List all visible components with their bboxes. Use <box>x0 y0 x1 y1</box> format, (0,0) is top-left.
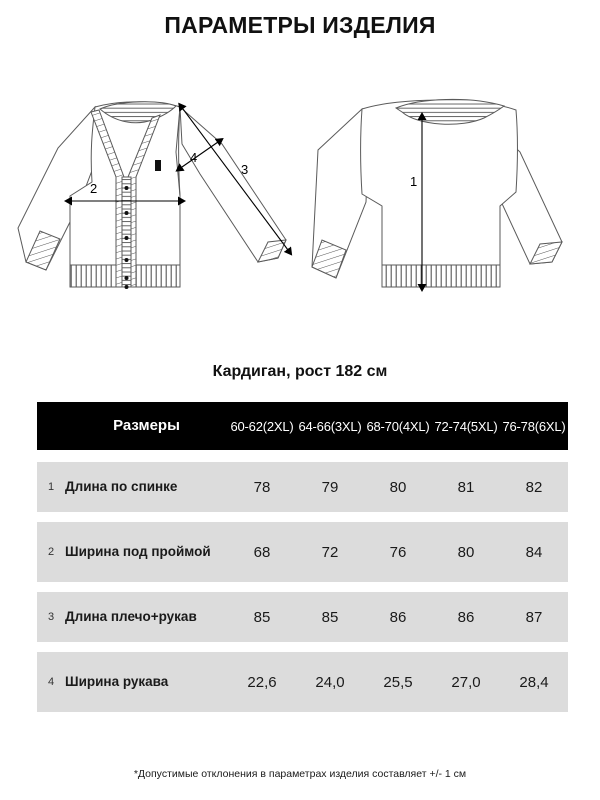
row-index: 1 <box>47 481 55 493</box>
header-size-3: 68-70(4XL) <box>366 418 430 434</box>
measure-label-2: 2 <box>90 181 98 196</box>
table-row <box>37 462 568 512</box>
footnote: *Допустимые отклонения в параметрах изделия составляет +/- 1 см <box>133 768 467 780</box>
row-index: 2 <box>47 546 55 558</box>
header-sizes-label: Размеры <box>113 416 180 434</box>
table-row <box>37 522 568 582</box>
measure-3-arrow <box>183 109 288 250</box>
row-value: 80 <box>457 543 475 561</box>
row-value: 27,0 <box>451 673 481 691</box>
measure-label-1: 1 <box>410 174 418 189</box>
row-value: 78 <box>253 478 271 496</box>
row-label: Ширина под проймой <box>65 543 211 559</box>
table-row <box>37 592 568 642</box>
table-row <box>37 652 568 712</box>
row-value: 85 <box>253 608 271 626</box>
header-size-4: 72-74(5XL) <box>434 418 498 434</box>
page-title: ПАРАМЕТРЫ ИЗДЕЛИЯ <box>164 12 436 38</box>
row-value: 82 <box>525 478 543 496</box>
row-value: 72 <box>321 543 339 561</box>
table-subtitle: Кардиган, рост 182 см <box>212 363 388 380</box>
row-label: Ширина рукава <box>65 673 169 689</box>
row-value: 87 <box>525 608 543 626</box>
table-header-row <box>37 402 568 450</box>
size-table <box>37 402 568 722</box>
header-size-2: 64-66(3XL) <box>298 418 362 434</box>
row-index: 3 <box>47 611 55 623</box>
row-label: Длина по спинке <box>65 478 178 494</box>
row-value: 85 <box>321 608 339 626</box>
header-size-1: 60-62(2XL) <box>230 418 294 434</box>
row-label: Длина плечо+рукав <box>65 608 197 624</box>
row-value: 86 <box>457 608 475 626</box>
row-value: 68 <box>253 543 271 561</box>
measure-label-3: 3 <box>241 162 249 177</box>
front-view-sketch <box>18 102 286 289</box>
header-size-5: 76-78(6XL) <box>502 418 566 434</box>
measure-label-4: 4 <box>190 150 198 165</box>
row-value: 28,4 <box>519 673 549 691</box>
back-view-sketch <box>312 99 562 287</box>
row-value: 24,0 <box>315 673 345 691</box>
row-value: 22,6 <box>247 673 277 691</box>
row-index: 4 <box>47 676 55 688</box>
row-value: 79 <box>321 478 339 496</box>
row-value: 25,5 <box>383 673 413 691</box>
garment-diagram <box>0 82 600 317</box>
row-value: 76 <box>389 543 407 561</box>
row-value: 81 <box>457 478 475 496</box>
row-value: 84 <box>525 543 543 561</box>
row-value: 80 <box>389 478 407 496</box>
row-value: 86 <box>389 608 407 626</box>
